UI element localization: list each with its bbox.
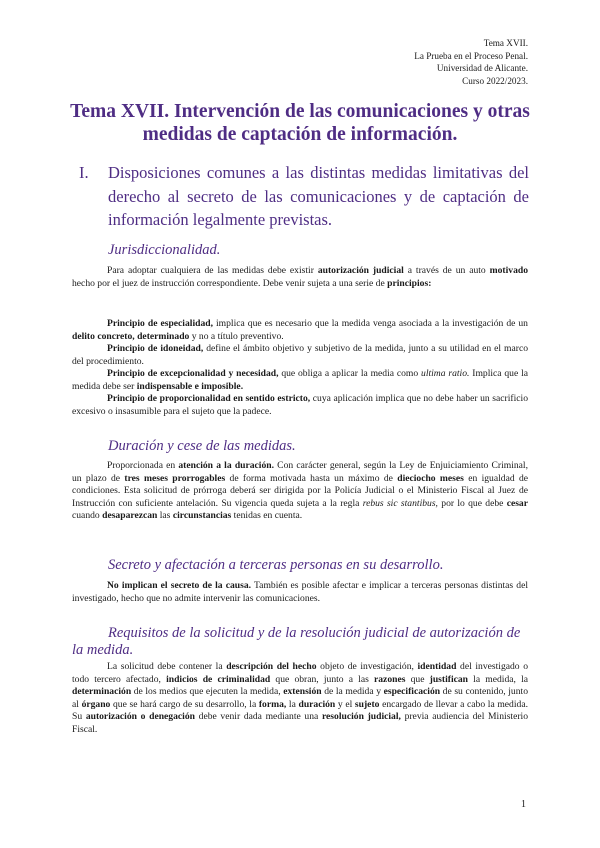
bold-run: motivado <box>489 265 528 276</box>
bold-run: indicios de criminalidad <box>166 673 271 685</box>
text-run: a través de un auto <box>403 265 490 276</box>
bold-run: identidad <box>417 661 457 672</box>
header-line: La Prueba en el Proceso Penal. <box>414 50 528 61</box>
paragraph-duracion <box>72 460 528 523</box>
header-line: Universidad de Alicante. <box>436 63 528 74</box>
bold-run: justifican <box>429 673 469 685</box>
text-run: que <box>405 673 430 685</box>
bold-run: atención a la duración. <box>178 460 274 471</box>
document-title: Tema XVII. Intervención de las comunicaciones y otras medidas de captación de información. <box>70 101 530 145</box>
subheading-duracion: Duración y cese de las medidas. <box>108 438 296 454</box>
text-run: objeto de investigación, <box>316 661 418 672</box>
page-header <box>414 37 528 87</box>
text-run: de los medios que ejecuten la medida, <box>131 686 284 697</box>
bold-run: autorización o denegación <box>85 711 195 722</box>
bold-run: forma, <box>258 698 287 710</box>
bold-run: descripción del hecho <box>226 661 317 672</box>
header-line: Curso 2022/2023. <box>462 75 528 86</box>
subheading-secreto: Secreto y afectación a terceras personas en su desarrollo. <box>108 557 444 573</box>
bold-run: cesar <box>506 497 528 509</box>
text-run: Implica que la medida debe ser <box>72 368 528 392</box>
text-run: La solicitud debe contener la <box>107 661 227 672</box>
text-run: Proporcionada en <box>107 460 179 471</box>
bold-run: autorización judicial <box>317 265 404 276</box>
bold-run: dieciocho meses <box>397 472 464 484</box>
section-number: I. <box>79 163 89 182</box>
bold-run: Principio de proporcionalidad en sentido estricto, <box>107 393 311 404</box>
page-number: 1 <box>521 799 526 810</box>
bold-run: Principio de idoneidad, <box>107 343 204 354</box>
bold-run: extensión <box>283 686 322 697</box>
text-run: previa audiencia del Ministerio Fiscal. <box>72 711 529 735</box>
text-run: encargado de llevar a cabo la medida. Su <box>72 698 528 722</box>
header-line: Tema XVII. <box>483 38 528 48</box>
italic-run: ultima ratio. <box>421 368 470 379</box>
paragraph-secreto <box>72 580 528 605</box>
paragraph-principio-excepcionalidad <box>72 368 528 393</box>
text-run: tenidas en cuenta. <box>231 510 303 521</box>
section-heading <box>79 161 529 232</box>
italic-run: rebus sic stantibus, <box>362 497 438 509</box>
text-run: Con carácter general, según la Ley de Enjuiciamiento Criminal, un plazo de <box>72 460 528 484</box>
text-run: de la medida y <box>321 686 384 697</box>
bold-run: sujeto <box>354 698 380 710</box>
text-run: Para adoptar cualquiera de las medidas debe existir <box>107 265 318 276</box>
subheading-jurisdiccionalidad: Jurisdiccionalidad. <box>108 242 221 258</box>
text-run: debe venir dada mediante una <box>194 711 322 722</box>
text-run: y el <box>335 698 355 710</box>
bold-run: indispensable e imposible. <box>136 380 244 392</box>
text-run: que obliga a aplicar la media como <box>278 368 422 379</box>
bold-run: resolución judicial, <box>321 711 401 722</box>
bold-run: tres meses prorrogables <box>124 472 226 484</box>
text-run: hecho por el juez de instrucción correspondiente. Debe venir sujeta a una serie de <box>72 277 388 289</box>
text-run: en igualdad de condiciones. Esta solicitud de prórroga deberá ser dirigida por la Policía Judicial o el Ministerio Fiscal al Juez de Instrucción con suficiente antelación. Su vigencia queda sujeta a la regla <box>72 472 529 509</box>
bold-run: desaparezcan <box>102 510 158 521</box>
text-run: que se hará cargo de su desarrollo, la <box>110 698 259 710</box>
bold-run: órgano <box>81 698 111 710</box>
bold-run: principios: <box>387 277 432 289</box>
paragraph-principio-idoneidad <box>72 343 528 368</box>
text-run: de su contenido, junto al <box>72 686 528 710</box>
text-run: y no a título preventivo. <box>189 330 284 342</box>
bold-run: No implican el secreto de la causa. <box>107 580 252 591</box>
paragraph-jurisdiccionalidad-intro <box>72 265 528 290</box>
text-run: la medida, la <box>468 673 529 685</box>
bold-run: especificación <box>383 686 441 697</box>
bold-run: duración <box>298 698 336 710</box>
bold-run: determinación <box>72 686 132 697</box>
text-run: la <box>286 698 299 710</box>
paragraph-principio-especialidad <box>72 318 528 343</box>
text-run: También es posible afectar e implicar a terceras personas distintas del investigado, hecho que no admite intervenir las comunicaciones. <box>72 580 528 604</box>
bold-run: Principio de especialidad, <box>107 318 213 329</box>
text-run: implica que es necesario que la medida venga asociada a la investigación de un <box>212 318 528 329</box>
text-run: por lo que debe <box>437 497 507 509</box>
paragraph-principio-proporcionalidad <box>72 393 528 418</box>
paragraph-requisitos <box>72 661 528 736</box>
bold-run: Principio de excepcionalidad y necesidad, <box>107 368 279 379</box>
bold-run: circunstancias <box>172 510 232 521</box>
text-run: define el ámbito objetivo y subjetivo de la medida, junto a su utilidad en el marco del procedimiento. <box>72 343 528 367</box>
text-run: que obran, junto a las <box>270 673 374 685</box>
bold-run: razones <box>374 673 406 685</box>
subheading-requisitos: Requisitos de la solicitud y de la resolución judicial de autorización de la medida. <box>72 625 521 658</box>
text-run: las <box>157 510 173 521</box>
bold-run: delito concreto, determinado <box>72 330 190 342</box>
text-run: de forma motivada hasta un máximo de <box>225 472 398 484</box>
section-title: Disposiciones comunes a las distintas medidas limitativas del derecho al secreto de las comunicaciones y de captación de información legalmente previstas. <box>108 163 529 229</box>
text-run: cuya aplicación implica que no debe haber un sacrificio excesivo o insasumible para el sujeto que la padece. <box>72 393 528 417</box>
text-run: del investigado o todo tercero afectado, <box>72 661 528 685</box>
text-run: cuando <box>72 510 103 521</box>
